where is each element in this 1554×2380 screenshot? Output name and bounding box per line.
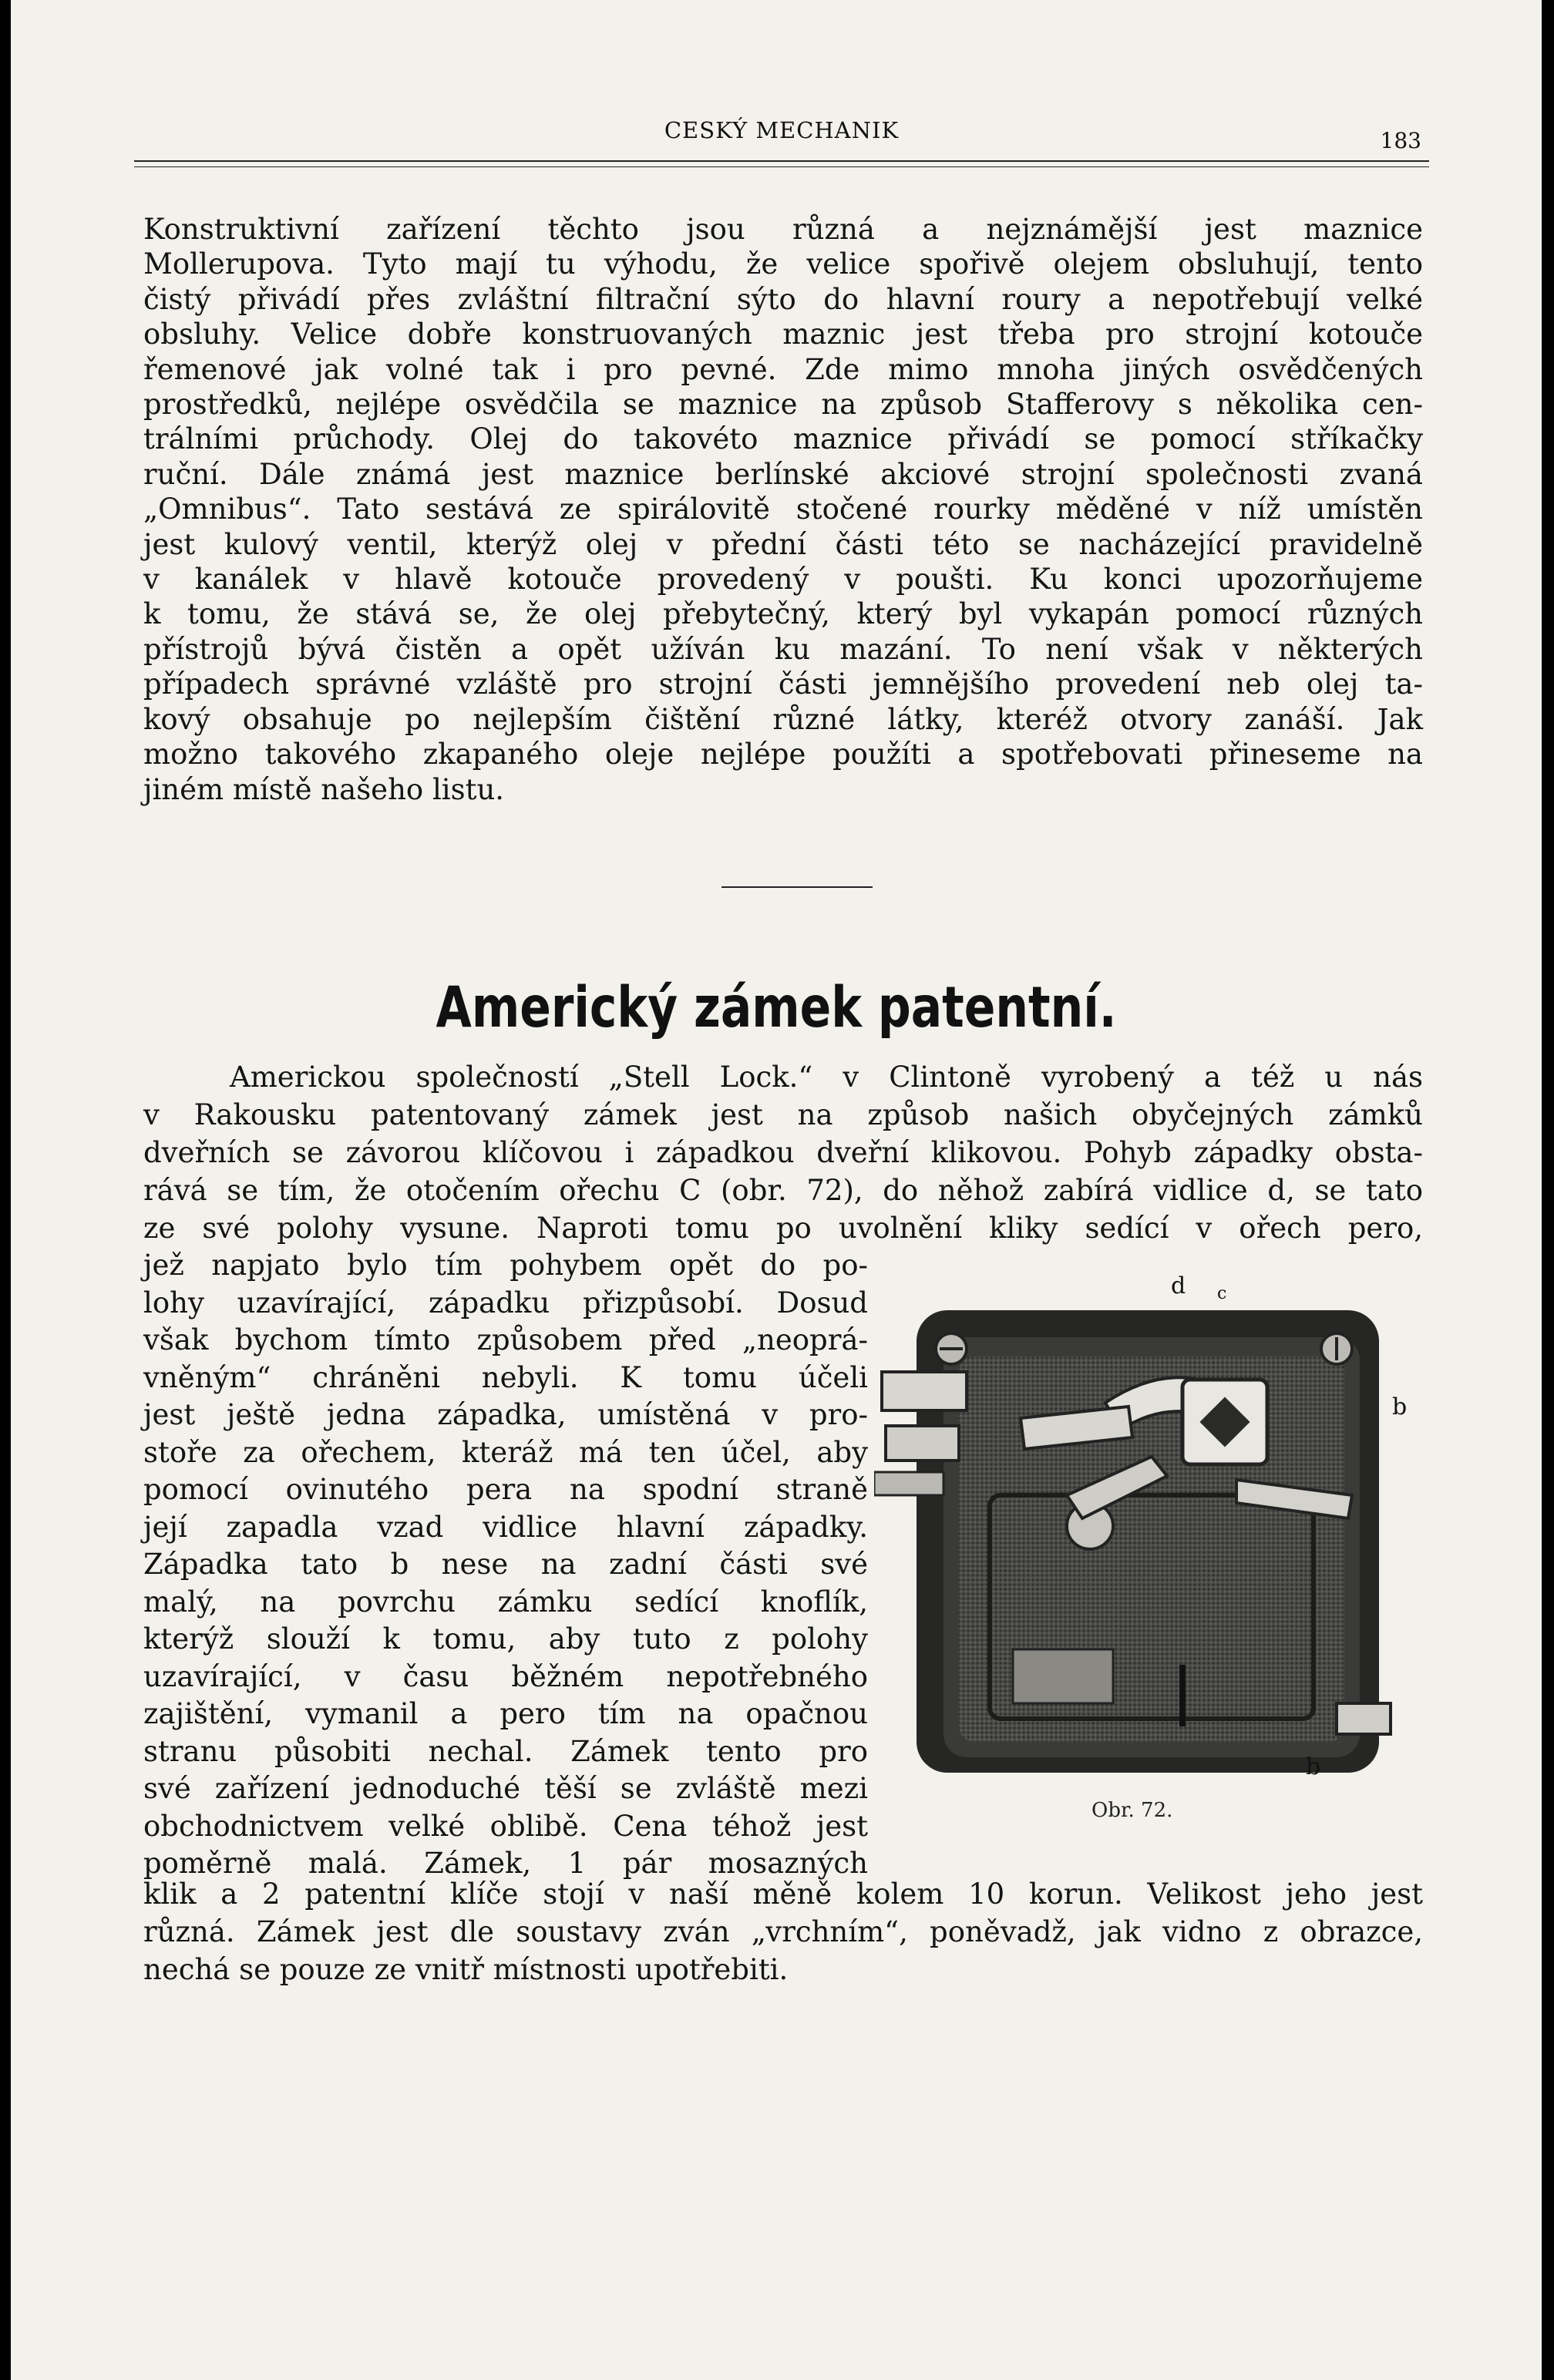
text-line: v Rakousku patentovaný zámek jest na způsob našich obyčejných zámků: [143, 1098, 1423, 1131]
text-line: různá. Zámek jest dle soustavy zván „vrchním“, poněvadž, jak vidno z obrazce,: [143, 1915, 1423, 1948]
text-line: pomocí ovinutého pera na spodní straně: [143, 1473, 868, 1506]
text-line: obchodnictvem velké oblibě. Cena téhož jest: [143, 1809, 868, 1843]
text-line: Mollerupova. Tyto mají tu výhodu, že velice spořivě olejem obsluhují, tento: [143, 247, 1423, 281]
text-line: „Omnibus“. Tato sestává ze spirálovitě stočené rourky měděné v níž umístěn: [143, 492, 1423, 526]
text-line: poměrně malá. Zámek, 1 pár mosazných: [143, 1847, 868, 1880]
intro-paragraph: [143, 212, 1423, 807]
text-line: možno takového zkapaného oleje nejlépe použíti a spotřebovati přineseme na: [143, 738, 1423, 771]
knob-b: [1337, 1703, 1391, 1734]
text-line: zajištění, vymanil a pero tím na opačnou: [143, 1697, 868, 1730]
latch-bolt: [882, 1372, 967, 1410]
text-line: Americkou společností „Stell Lock.“ v Clintoně vyrobený a též u nás: [230, 1061, 1423, 1094]
text-line: přístrojů bývá čistěn a opět užíván ku mazání. To není však v některých: [143, 632, 1423, 666]
text-line: obsluhy. Velice dobře konstruovaných maznic jest třeba pro strojní kotouče: [143, 318, 1423, 351]
text-line: stoře za ořechem, kteráž má ten účel, aby: [143, 1435, 868, 1469]
text-line: její zapadla vzad vidlice hlavní západky.: [143, 1510, 868, 1544]
text-line: lohy uzavírající, západku přizpůsobí. Dosud: [143, 1286, 868, 1319]
page-header: [134, 116, 1429, 162]
figure-label: c: [1217, 1284, 1227, 1303]
text-line: jest kulový ventil, kterýž olej v přední části této se nacházející pravidelně: [143, 527, 1423, 561]
header-rule-thin: [134, 166, 1429, 167]
text-line: ruční. Dále známá jest maznice berlínské akciové strojní společnosti zvaná: [143, 457, 1423, 491]
figure-label: b: [1392, 1393, 1408, 1420]
figure-label: b: [1306, 1753, 1321, 1780]
text-line: kový obsahuje po nejlepším čištění různé látky, kteréž otvory zanáší. Jak: [143, 702, 1423, 736]
article-paragraph-top: [143, 1058, 1423, 1247]
page: [11, 0, 1542, 2380]
text-line: v kanálek v hlavě kotouče provedený v poušti. Ku konci upozorňujeme: [143, 563, 1423, 597]
text-line: řemenové jak volné tak i pro pevné. Zde mimo mnoha jiných osvědčených: [143, 352, 1423, 386]
text-line: Západka tato b nese na zadní části své: [143, 1548, 868, 1581]
text-line: dveřních se závorou klíčovou i západkou dveřní klikovou. Pohyb západky obsta-: [143, 1136, 1423, 1169]
lock-drawing: [874, 1264, 1414, 1788]
article-wrap-column: [143, 1247, 868, 1883]
text-line: jest ještě jedna západka, umístěná v pro-: [143, 1398, 868, 1431]
running-title: CESKÝ MECHANIK: [664, 117, 900, 143]
text-line: kterýž slouží k tomu, aby tuto z polohy: [143, 1622, 868, 1656]
text-line: rává se tím, že otočením ořechu C (obr. 72), do něhož zabírá vidlice d, se tato: [143, 1174, 1423, 1207]
article-title: Americký zámek patentní.: [436, 975, 1117, 1040]
page-number: 183: [1380, 128, 1421, 153]
text-line: své zařízení jednoduché těší se zvláště mezi: [143, 1772, 868, 1805]
text-line: čistý přivádí přes zvláštní filtrační sýto do hlavní roury a nepotřebují velké: [143, 282, 1423, 316]
text-line: stranu působiti nechal. Zámek tento pro: [143, 1734, 868, 1768]
figure-caption: Obr. 72.: [1092, 1799, 1173, 1822]
article-paragraph-end: [143, 1875, 1423, 1988]
text-line: k tomu, že stává se, že olej přebytečný, který byl vykapán pomocí různých: [143, 597, 1423, 631]
text-line: klik a 2 patentní klíče stojí v naší měně kolem 10 korun. Velikost jeho jest: [143, 1877, 1423, 1911]
text-line: prostředků, nejlépe osvědčila se maznice na způsob Stafferovy s několika cen-: [143, 388, 1423, 422]
text-line: případech správné vzláště pro strojní části jemnějšího provedení neb olej ta-: [143, 667, 1423, 701]
text-line: malý, na povrchu zámku sedící knoflík,: [143, 1585, 868, 1619]
section-divider: [722, 886, 873, 888]
text-line: ze své polohy vysune. Naproti tomu po uvolnění kliky sedící v ořech pero,: [143, 1212, 1423, 1245]
text-line: trálními průchody. Olej do takovéto maznice přivádí se pomocí stříkačky: [143, 422, 1423, 456]
text-line: uzavírající, v času běžném nepotřebného: [143, 1659, 868, 1693]
text-line: jež napjato bylo tím pohybem opět do po-: [143, 1249, 868, 1282]
text-line: nechá se pouze ze vnitř místnosti upotřebiti.: [143, 1953, 789, 1986]
figure-label: d: [1171, 1272, 1186, 1299]
lock-illustration: [874, 1264, 1414, 1788]
text-line: vněným“ chráněni nebyli. K tomu účeli: [143, 1360, 868, 1394]
text-line: jiném místě našeho listu.: [143, 772, 505, 806]
text-line: Konstruktivní zařízení těchto jsou různá a nejznámější jest maznice: [143, 213, 1423, 246]
text-line: však bychom tímto způsobem před „neoprá-: [143, 1323, 868, 1356]
header-rule: [134, 160, 1429, 162]
